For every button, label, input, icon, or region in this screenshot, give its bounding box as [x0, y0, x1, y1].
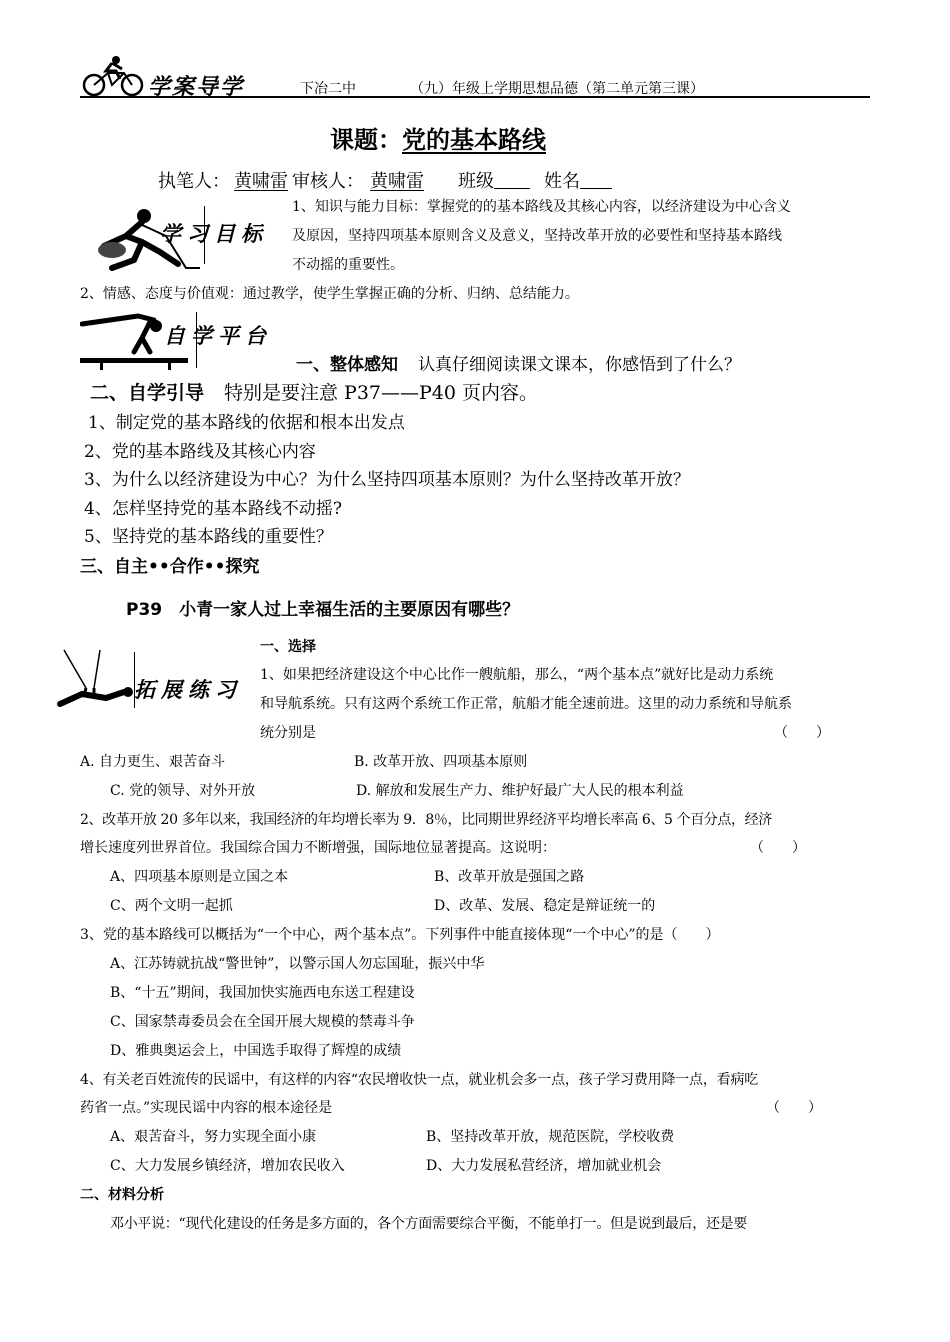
q2-option-a: A、四项基本原则是立国之本	[110, 869, 289, 885]
name-label: 姓名	[544, 171, 580, 192]
q4-option-a: A、艰苦奋斗，努力实现全面小康	[110, 1129, 317, 1145]
reviewer-label: 审核人：	[292, 171, 364, 192]
name-blank	[580, 172, 612, 189]
course-info: （九）年级上学期思想品德（第二单元第三课）	[410, 81, 704, 97]
q1-answer-paren: （ ）	[774, 725, 830, 741]
guide-item-2: 2、党的基本路线及其核心内容	[84, 442, 316, 462]
q3-line-1: 3、党的基本路线可以概括为“一个中心，两个基本点”。下列事件中能直接体现“一个中心”的是（ ）	[80, 927, 720, 943]
q3-option-b: B、“十五”期间，我国加快实施西电东送工程建设	[110, 985, 415, 1001]
brand-title: 学案导学	[148, 74, 245, 100]
q1-line-3: 统分别是	[260, 725, 316, 741]
objective-line-3: 不动摇的重要性。	[292, 257, 404, 273]
q1-line-2: 和导航系统。只有这两个系统工作正常，航船才能全速前进。这里的动力系统和导航系	[260, 696, 792, 712]
guide-item-4: 4、怎样坚持党的基本路线不动摇?	[84, 499, 342, 519]
objective-line-2: 及原因，坚持四项基本原则含义及意义，坚持改革开放的必要性和坚持基本路线	[292, 228, 782, 244]
section-cooperate-head: 三、自主••合作••探究	[80, 557, 260, 577]
analysis-text: 邓小平说：“现代化建设的任务是多方面的，各个方面需要综合平衡，不能单打一。但是说到最后，还是要	[110, 1216, 748, 1232]
title-topic: 党的基本路线	[402, 126, 546, 154]
q4-line-2: 药省一点。”实现民谣中内容的根本途径是	[80, 1100, 333, 1116]
q2-option-b: B、改革开放是强国之路	[434, 869, 585, 885]
page-title	[330, 120, 546, 155]
class-label: 班级	[458, 171, 494, 192]
school-name: 下冶二中	[300, 81, 356, 97]
q4-option-c: C、大力发展乡镇经济，增加农民收入	[110, 1158, 345, 1174]
self-study-tag: 自学平台	[164, 323, 272, 348]
q2-line-2: 增长速度列世界首位。我国综合国力不断增强，国际地位显著提高。这说明：	[80, 840, 556, 856]
q1-option-b: B. 改革开放、四项基本原则	[354, 754, 528, 770]
analysis-heading: 二、材料分析	[80, 1187, 164, 1203]
cyclist-logo-icon	[82, 55, 144, 97]
q3-option-a: A、江苏铸就抗战“警世钟”，以警示国人勿忘国耻，振兴中华	[110, 956, 485, 972]
q2-answer-paren: （ ）	[750, 840, 806, 856]
class-blank	[494, 172, 530, 189]
q1-option-a: A. 自力更生、艰苦奋斗	[80, 754, 226, 770]
q2-option-c: C、两个文明一起抓	[110, 898, 233, 914]
section-overview-text: 认真仔细阅读课文课本，你感悟到了什么？	[418, 355, 741, 375]
q1-line-1: 1、如果把经济建设这个中心比作一艘航船，那么，“两个基本点”就好比是动力系统	[260, 667, 774, 683]
q1-option-d: D. 解放和发展生产力、维护好最广大人民的根本利益	[356, 783, 684, 799]
reviewer-name: 黄啸雷	[370, 171, 424, 192]
objective-line-4: 2、情感、态度与价值观：通过教学，使学生掌握正确的分析、归纳、总结能力。	[80, 286, 579, 302]
objective-line-1: 1、知识与能力目标：掌握党的的基本路线及其核心内容，以经济建设为中心含义	[292, 199, 791, 215]
objectives-tag: 学习目标	[160, 221, 268, 246]
rings-gymnast-icon	[50, 648, 134, 716]
q3-option-d: D、雅典奥运会上，中国选手取得了辉煌的成绩	[110, 1043, 402, 1059]
author-line	[158, 167, 612, 193]
section-guide-head: 二、自学引导	[90, 382, 205, 404]
section-guide	[90, 378, 538, 405]
q4-line-1: 4、有关老百姓流传的民谣中，有这样的内容“农民增收快一点，就业机会多一点，孩子学习费用降一点，看病吃	[80, 1072, 759, 1088]
q2-line-1: 2、改革开放 20 多年以来，我国经济的年均增长率为 9．8％，比同期世界经济平均增长率高 6、5 个百分点，经济	[80, 812, 772, 828]
q2-option-d: D、改革、发展、稳定是辩证统一的	[434, 898, 656, 914]
writer-name: 黄啸雷	[234, 171, 288, 192]
q3-option-c: C、国家禁毒委员会在全国开展大规模的禁毒斗争	[110, 1014, 415, 1030]
cooperate-question: P39 小青一家人过上幸福生活的主要原因有哪些？	[126, 600, 520, 620]
q4-option-b: B、坚持改革开放，规范医院，学校收费	[426, 1129, 675, 1145]
writer-label: 执笔人：	[158, 171, 230, 192]
guide-item-1: 1、制定党的基本路线的依据和根本出发点	[88, 413, 405, 433]
guide-item-3: 3、为什么以经济建设为中心？为什么坚持四项基本原则？为什么坚持改革开放？	[84, 470, 690, 490]
choice-heading: 一、选择	[260, 639, 316, 655]
q1-option-c: C. 党的领导、对外开放	[110, 783, 256, 799]
header-divider	[80, 96, 870, 98]
practice-tag: 拓展练习	[134, 677, 242, 702]
q4-option-d: D、大力发展私营经济，增加就业机会	[426, 1158, 662, 1174]
guide-item-5: 5、坚持党的基本路线的重要性？	[84, 527, 333, 547]
section-overview	[296, 350, 741, 375]
section-overview-head: 一、整体感知	[296, 355, 398, 375]
section-guide-text: 特别是要注意 P37——P40 页内容。	[224, 382, 539, 404]
q4-answer-paren: （ ）	[766, 1100, 822, 1116]
title-prefix: 课题：	[330, 126, 402, 154]
